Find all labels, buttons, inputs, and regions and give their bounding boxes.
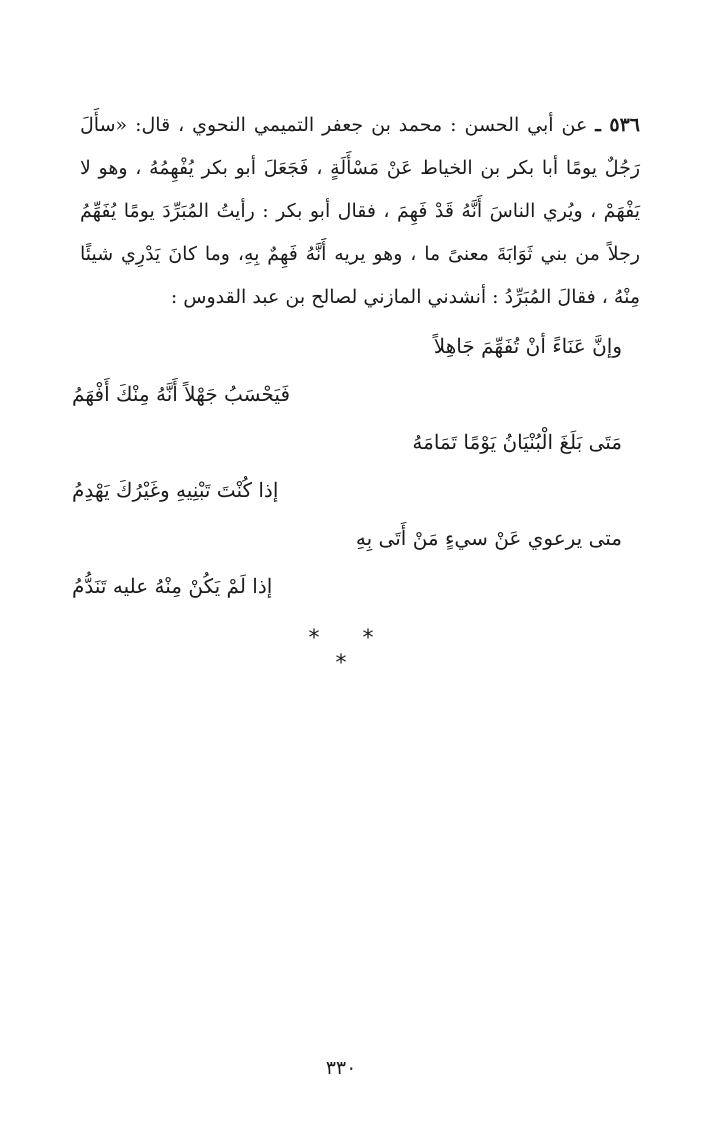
entry-text: عن أبي الحسن : محمد بن جعفر التميمي النحوي ، قال: «سأَلَ رَجُلٌ يومًا أبا بكر بن الخياط عَنْ مَسْأَلَةٍ ، فَجَعَلَ أبو بكر يُفْهِمُهُ ، وهو لا يَفْهَمْ ، ويُري الناسَ أَنَّهُ قَدْ فَهِمَ ، فقال أبو بكر : رأيتُ المُبَرِّدَ يومًا يُفَهِّمُ رجلاً من بني ثَوَابَةَ معنىً ما ، وهو يريه أَنَّهُ فَهِمٌ بِهِ، وما كانَ يَدْرِي شيئًا مِنْهُ ، فقالَ المُبَرِّدُ : أنشدني المازني لصالح بن عبد القدوس : (80, 114, 640, 308)
entry-number: ٥٣٦ ـ (595, 114, 640, 136)
entry-text-block (80, 104, 640, 319)
poem-verse-1: وإنَّ عَنَاءً أنْ تُفَهِّمَ جَاهِلاً (433, 334, 622, 358)
poem-verse-4: إذا كُنْتَ تَبْنِيهِ وغَيْرُكَ يَهْدِمُ (72, 478, 279, 502)
poem-verse-2: فَيَحْسَبُ جَهْلاً أَنَّهُ مِنْكَ أَفْهَمُ (72, 382, 291, 406)
page-number: ٣٣٠ (325, 1057, 357, 1079)
poem (62, 322, 622, 610)
poem-verse-6: إذا لَمْ يَكُنْ مِنْهُ عليه تَنَدُّمُ (72, 574, 273, 598)
poem-verse-3: مَتَى بَلَغَ الْبُنْيَانُ يَوْمًا تَمَامَهُ (412, 430, 622, 454)
poem-verse-5: متى يرعوي عَنْ سيءٍ مَنْ أَتَى بِهِ (355, 526, 622, 550)
entry-paragraph (80, 104, 640, 319)
section-separator: * * * (308, 626, 392, 676)
